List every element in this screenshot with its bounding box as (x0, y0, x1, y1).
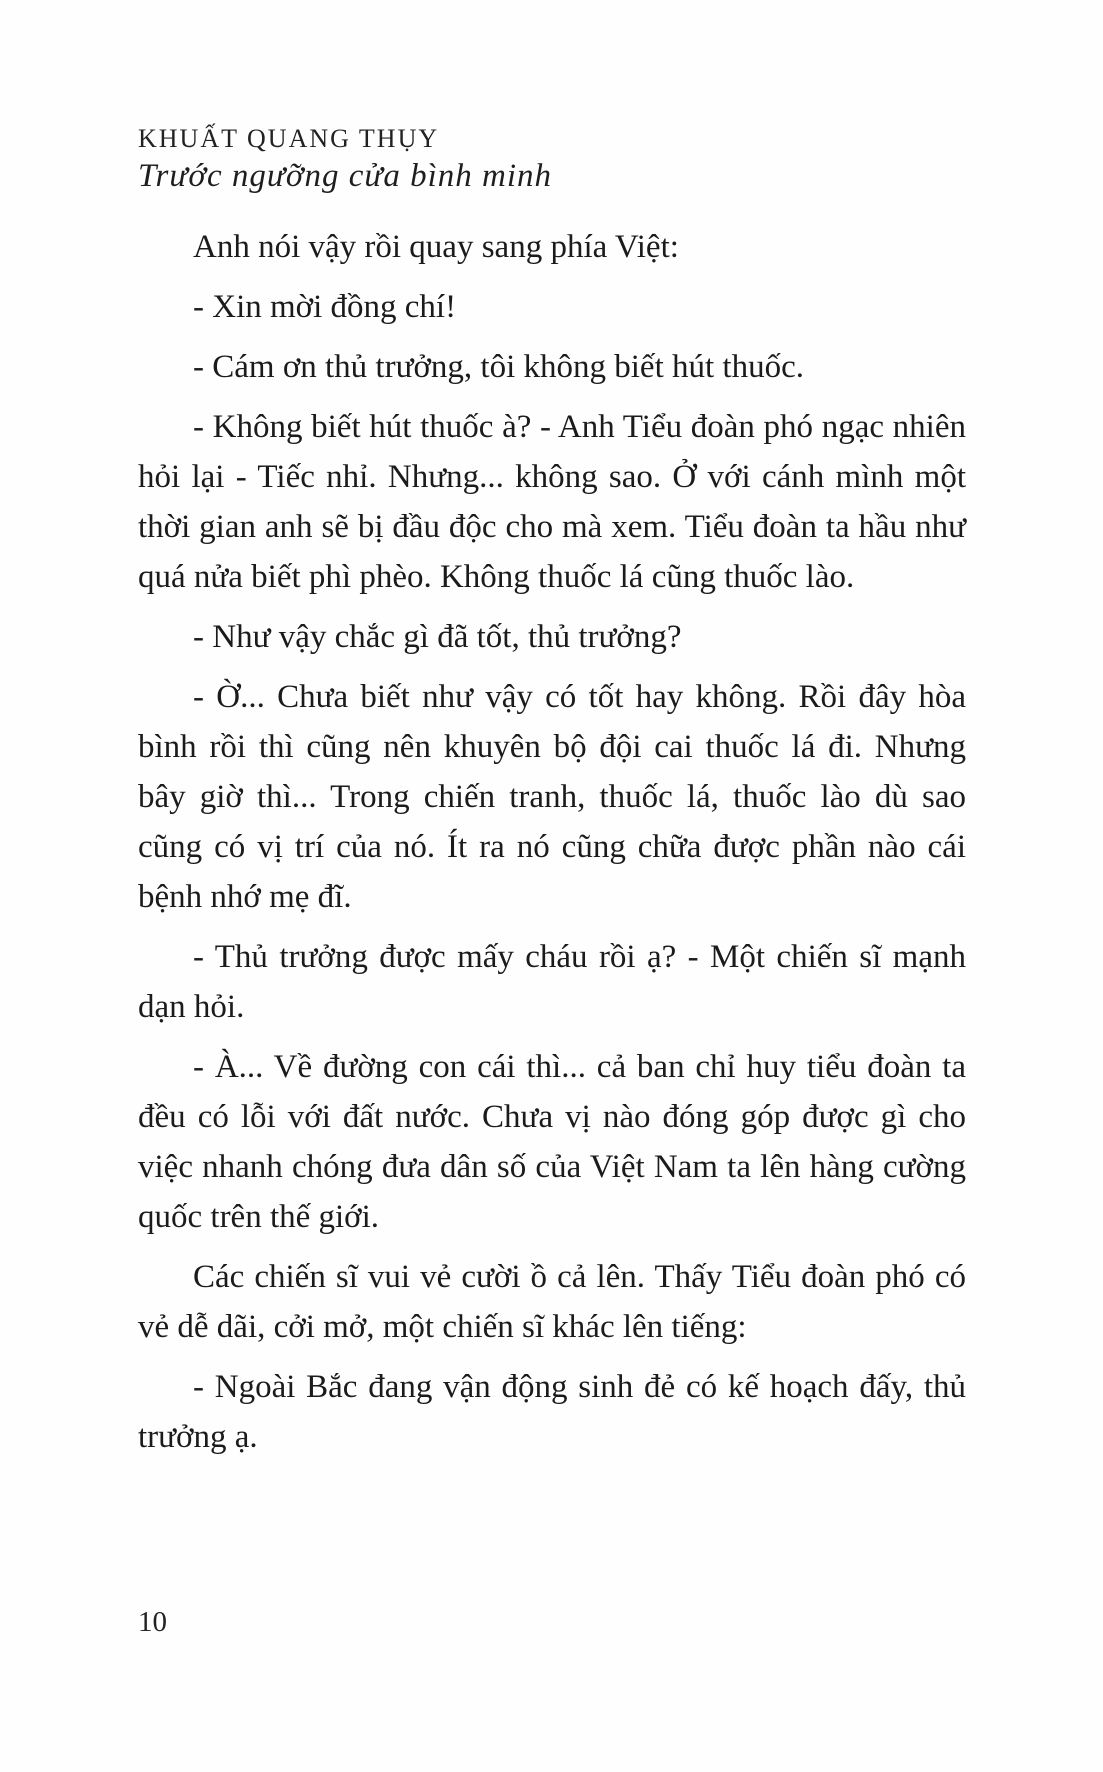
paragraph: - Không biết hút thuốc à? - Anh Tiểu đoàn phó ngạc nhiên hỏi lại - Tiếc nhỉ. Nhưng... không sao. Ở với cánh mình một thời gian anh sẽ bị đầu độc cho mà xem. Tiểu đoàn ta hầu như quá nửa biết phì phèo. Không thuốc lá cũng thuốc lào. (138, 409, 966, 595)
author-name: KHUẤT QUANG THỤY (138, 124, 440, 153)
body-text (138, 212, 966, 1472)
book-title: Trước ngưỡng cửa bình minh (138, 158, 553, 194)
paragraph: - Cám ơn thủ trưởng, tôi không biết hút thuốc. (193, 349, 804, 385)
paragraph: - Thủ trưởng được mấy cháu rồi ạ? - Một chiến sĩ mạnh dạn hỏi. (138, 939, 966, 1025)
page-header (138, 124, 968, 196)
page-number: 10 (138, 1606, 167, 1638)
paragraph: Anh nói vậy rồi quay sang phía Việt: (193, 229, 679, 265)
paragraph: - À... Về đường con cái thì... cả ban chỉ huy tiểu đoàn ta đều có lỗi với đất nước. Chưa vị nào đóng góp được gì cho việc nhanh chóng đưa dân số của Việt Nam ta lên hàng cường quốc trên thế giới. (138, 1049, 966, 1235)
paragraph: - Ờ... Chưa biết như vậy có tốt hay không. Rồi đây hòa bình rồi thì cũng nên khuyên bộ đội cai thuốc lá đi. Nhưng bây giờ thì... Trong chiến tranh, thuốc lá, thuốc lào dù sao cũng có vị trí của nó. Ít ra nó cũng chữa được phần nào cái bệnh nhớ mẹ đĩ. (138, 679, 966, 915)
paragraph: - Xin mời đồng chí! (193, 289, 457, 325)
paragraph: - Ngoài Bắc đang vận động sinh đẻ có kế hoạch đấy, thủ trưởng ạ. (138, 1369, 966, 1455)
paragraph: - Như vậy chắc gì đã tốt, thủ trưởng? (193, 619, 682, 655)
paragraph: Các chiến sĩ vui vẻ cười ồ cả lên. Thấy Tiểu đoàn phó có vẻ dễ dãi, cởi mở, một chiến sĩ khác lên tiếng: (138, 1259, 966, 1345)
